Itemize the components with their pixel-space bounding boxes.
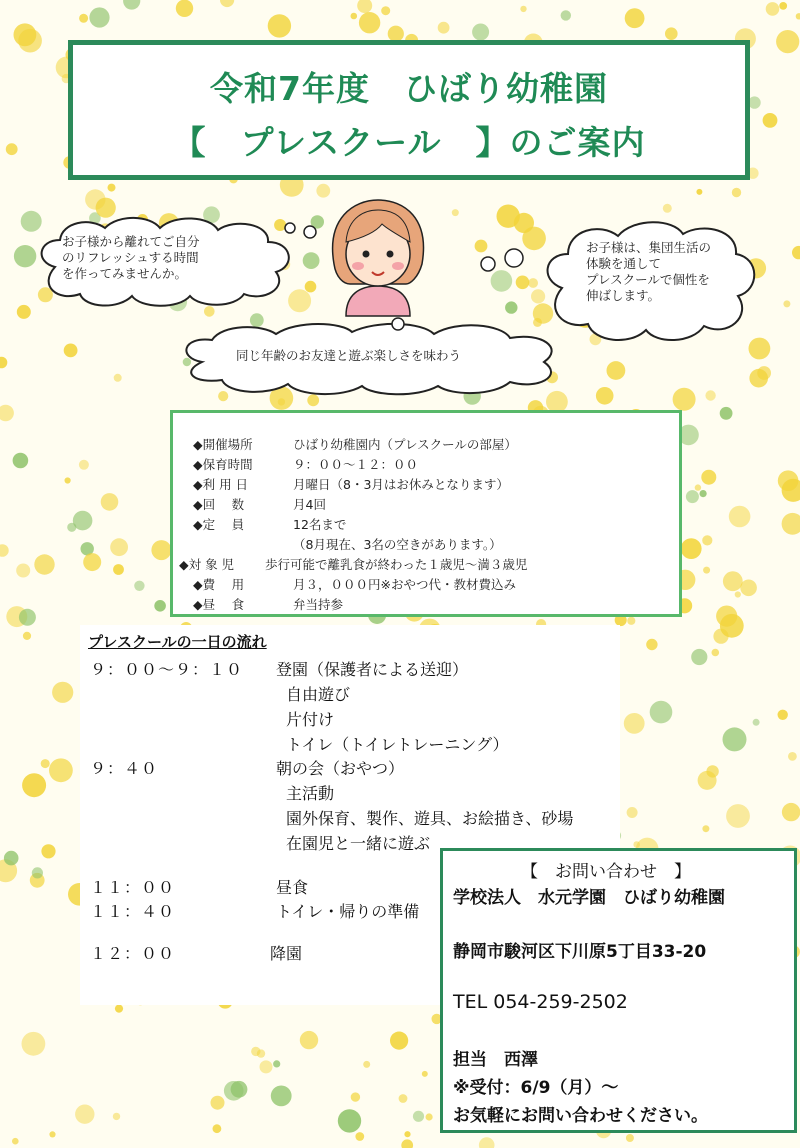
page-subtitle: 【 プレスクール 】のご案内 [172,123,646,162]
mimosa-blossom [426,1113,433,1120]
schedule-time: ９：００～９：１０ [90,660,244,679]
mimosa-blossom [399,1094,408,1103]
mimosa-blossom [776,30,799,53]
contact-org: 学校法人 水元学園 ひばり幼稚園 [453,888,725,908]
mimosa-blossom [686,490,699,503]
mimosa-blossom [401,1139,413,1148]
mimosa-blossom [114,374,122,382]
mimosa-blossom [176,0,193,17]
schedule-activity: 在園児と一緒に遊ぶ [286,834,431,853]
info-row: ◆保育時間 ９：００～１２：００ [193,457,419,472]
mimosa-blossom [624,713,645,734]
left-bubble-line: を作ってみませんか。 [62,266,188,281]
title-box [68,40,750,180]
mimosa-blossom [673,388,696,411]
mimosa-blossom [115,1005,123,1013]
mimosa-blossom [16,564,30,578]
contact-heading: 【 お問い合わせ 】 [521,862,691,882]
mimosa-blossom [749,369,768,388]
schedule-time: １１：００ [90,878,176,897]
mimosa-blossom [32,867,43,878]
mimosa-blossom [627,617,635,625]
mimosa-blossom [796,13,800,19]
info-row: ◆利 用 日 月曜日（8・3月はお休みとなります） [193,477,509,492]
girl-illustration [326,198,430,318]
info-row-note: （8月現在、3名の空きがあります。） [293,537,502,552]
mimosa-blossom [154,600,166,612]
info-row: ◆回 数 月4回 [193,497,326,512]
mimosa-blossom [479,1137,495,1148]
schedule-activity: 登園（保護者による送迎） [276,660,469,679]
mimosa-blossom [782,803,800,821]
mimosa-blossom [85,189,105,209]
schedule-activity: トイレ・帰りの準備 [276,902,420,921]
mimosa-blossom [497,205,520,228]
mimosa-blossom [723,571,743,591]
mimosa-blossom [766,2,780,16]
mimosa-blossom [13,453,29,469]
mimosa-blossom [52,682,73,703]
mimosa-blossom [625,8,645,28]
mimosa-blossom [89,7,109,27]
mimosa-blossom [75,1105,94,1124]
mimosa-blossom [753,719,760,726]
right-bubble-line: 伸ばします。 [586,288,661,303]
right-bubble-line: プレスクールで個性を [586,272,710,287]
mimosa-blossom [698,771,717,790]
mimosa-blossom [213,1124,222,1133]
contact-person: 担当 西澤 [453,1050,538,1070]
mimosa-blossom [713,629,728,644]
mimosa-blossom [792,246,800,259]
mimosa-blossom [271,1086,292,1107]
mimosa-blossom [316,184,330,198]
mimosa-blossom [83,553,101,571]
mimosa-blossom [0,357,7,369]
mimosa-blossom [363,1061,370,1068]
mimosa-blossom [748,96,760,108]
mimosa-blossom [516,276,530,290]
schedule-time: １２：００ [90,944,176,963]
mimosa-blossom [300,1031,318,1049]
mimosa-blossom [740,580,757,597]
mimosa-blossom [49,758,73,782]
mimosa-blossom [723,727,747,751]
mimosa-blossom [338,1109,361,1132]
mimosa-blossom [67,523,76,532]
schedule-activity: 主活動 [286,784,335,803]
mimosa-blossom [732,188,741,197]
mimosa-blossom [6,143,18,155]
thought-dots-left [282,218,322,248]
mimosa-blossom [41,844,55,858]
schedule-activity: 朝の会（おやつ） [276,759,405,778]
mimosa-blossom [64,344,78,358]
mimosa-blossom [691,649,707,665]
mimosa-blossom [701,470,716,485]
mimosa-blossom [561,10,571,20]
mimosa-blossom [596,387,614,405]
mimosa-blossom [404,1131,410,1137]
mimosa-blossom [438,22,450,34]
mimosa-blossom [665,27,678,40]
mimosa-blossom [505,301,517,313]
mimosa-blossom [18,29,42,53]
mimosa-blossom [113,564,124,575]
mimosa-blossom [224,1081,244,1101]
mimosa-blossom [0,544,9,557]
info-box [170,410,682,617]
mimosa-blossom [390,1032,408,1050]
schedule-activity: トイレ（トイレトレーニング） [286,735,509,754]
mimosa-blossom [23,632,31,640]
schedule-activity: 園外保育、製作、遊具、お絵描き、砂場 [286,809,574,828]
schedule-title: プレスクールの一日の流れ [88,633,267,651]
mimosa-blossom [79,460,89,470]
schedule-activity: 自由遊び [286,685,351,704]
mimosa-blossom [646,639,657,650]
mimosa-blossom [41,759,50,768]
mimosa-blossom [782,513,800,535]
mimosa-blossom [65,477,71,483]
mimosa-blossom [22,773,46,797]
info-row: ◆開催場所 ひばり幼稚園内（プレスクールの部屋） [193,437,517,452]
mimosa-blossom [716,606,737,627]
mimosa-blossom [220,0,234,7]
mimosa-blossom [268,14,291,37]
mimosa-blossom [422,1071,428,1077]
mimosa-blossom [788,752,797,761]
mimosa-blossom [696,189,702,195]
mimosa-blossom [303,252,320,269]
mimosa-blossom [113,1113,120,1120]
mimosa-blossom [257,1049,265,1057]
mimosa-blossom [151,540,171,560]
mimosa-blossom [695,484,701,490]
mimosa-blossom [134,581,144,591]
schedule-activity: 降園 [270,944,303,963]
mimosa-blossom [729,506,751,528]
mimosa-blossom [700,490,707,497]
contact-tel[interactable]: TEL 054-259-2502 [453,991,628,1013]
mimosa-blossom [650,701,673,724]
mimosa-blossom [778,710,788,720]
info-row: ◆費 用 月３，０００円※おやつ代・教材費込み [193,577,516,592]
mimosa-blossom [4,851,19,866]
mimosa-blossom [34,554,54,574]
mimosa-blossom [626,1134,634,1142]
mimosa-blossom [472,24,489,41]
mimosa-blossom [305,281,317,293]
mimosa-blossom [108,184,116,192]
mimosa-blossom [359,12,380,33]
mimosa-blossom [273,1060,280,1067]
schedule-activity: 片付け [286,710,335,729]
mimosa-blossom [17,305,31,319]
right-bubble-line: お子様は、集団生活の [586,240,712,255]
mimosa-blossom [735,591,741,597]
mimosa-blossom [355,1132,364,1141]
mimosa-blossom [79,14,88,23]
info-row: ◆対 象 児 歩行可能で離乳食が終わった１歳児～満３歳児 [179,557,528,572]
mimosa-blossom [49,1131,55,1137]
mimosa-blossom [211,1096,225,1110]
mimosa-blossom [110,538,128,556]
mimosa-blossom [260,1060,273,1073]
bottom-bubble-text: 同じ年齢のお友達と遊ぶ楽しさを味わう [236,348,462,363]
mimosa-blossom [351,1092,360,1101]
mimosa-blossom [705,390,715,400]
mimosa-blossom [702,535,712,545]
mimosa-blossom [712,649,720,657]
mimosa-blossom [123,0,140,10]
page-title: 令和7年度 ひばり幼稚園 [210,69,608,108]
mimosa-blossom [726,804,750,828]
mimosa-blossom [607,361,626,380]
contact-reception: ※受付：6/9（月）～ [453,1078,619,1098]
mimosa-blossom [720,407,733,420]
mimosa-blossom [22,1032,46,1056]
mimosa-blossom [778,470,799,491]
mimosa-blossom [0,405,14,422]
mimosa-blossom [627,807,638,818]
mimosa-blossom [703,567,710,574]
schedule-activity: 昼食 [276,878,309,897]
mimosa-blossom [779,2,787,10]
mimosa-blossom [351,13,358,20]
info-row: ◆定 員 12名まで [193,517,347,532]
mimosa-blossom [413,1111,424,1122]
mimosa-blossom [663,204,672,213]
mimosa-blossom [783,300,790,307]
left-bubble-line: お子様から離れてご自分 [62,234,200,249]
mimosa-blossom [381,6,390,15]
mimosa-blossom [19,609,36,626]
schedule-time: １１：４０ [90,902,176,921]
thought-dots-right [478,246,538,276]
mimosa-blossom [520,6,526,12]
mimosa-blossom [452,209,459,216]
mimosa-blossom [528,278,538,288]
mimosa-blossom [12,1138,19,1145]
mimosa-blossom [681,538,702,559]
contact-box [440,848,797,1133]
mimosa-blossom [101,493,119,511]
contact-closing: お気軽にお問い合わせください。 [453,1106,708,1126]
contact-address: 静岡市駿河区下川原5丁目33-20 [453,942,707,962]
info-row: ◆昼 食 弁当持参 [193,597,344,612]
mimosa-blossom [763,113,778,128]
mimosa-blossom [702,825,709,832]
mimosa-blossom [633,841,640,848]
schedule-time: ９：４０ [90,759,159,778]
left-bubble-line: のリフレッシュする時間 [62,250,199,265]
right-bubble-line: 体験を通して [586,256,662,271]
mimosa-blossom [357,0,372,13]
